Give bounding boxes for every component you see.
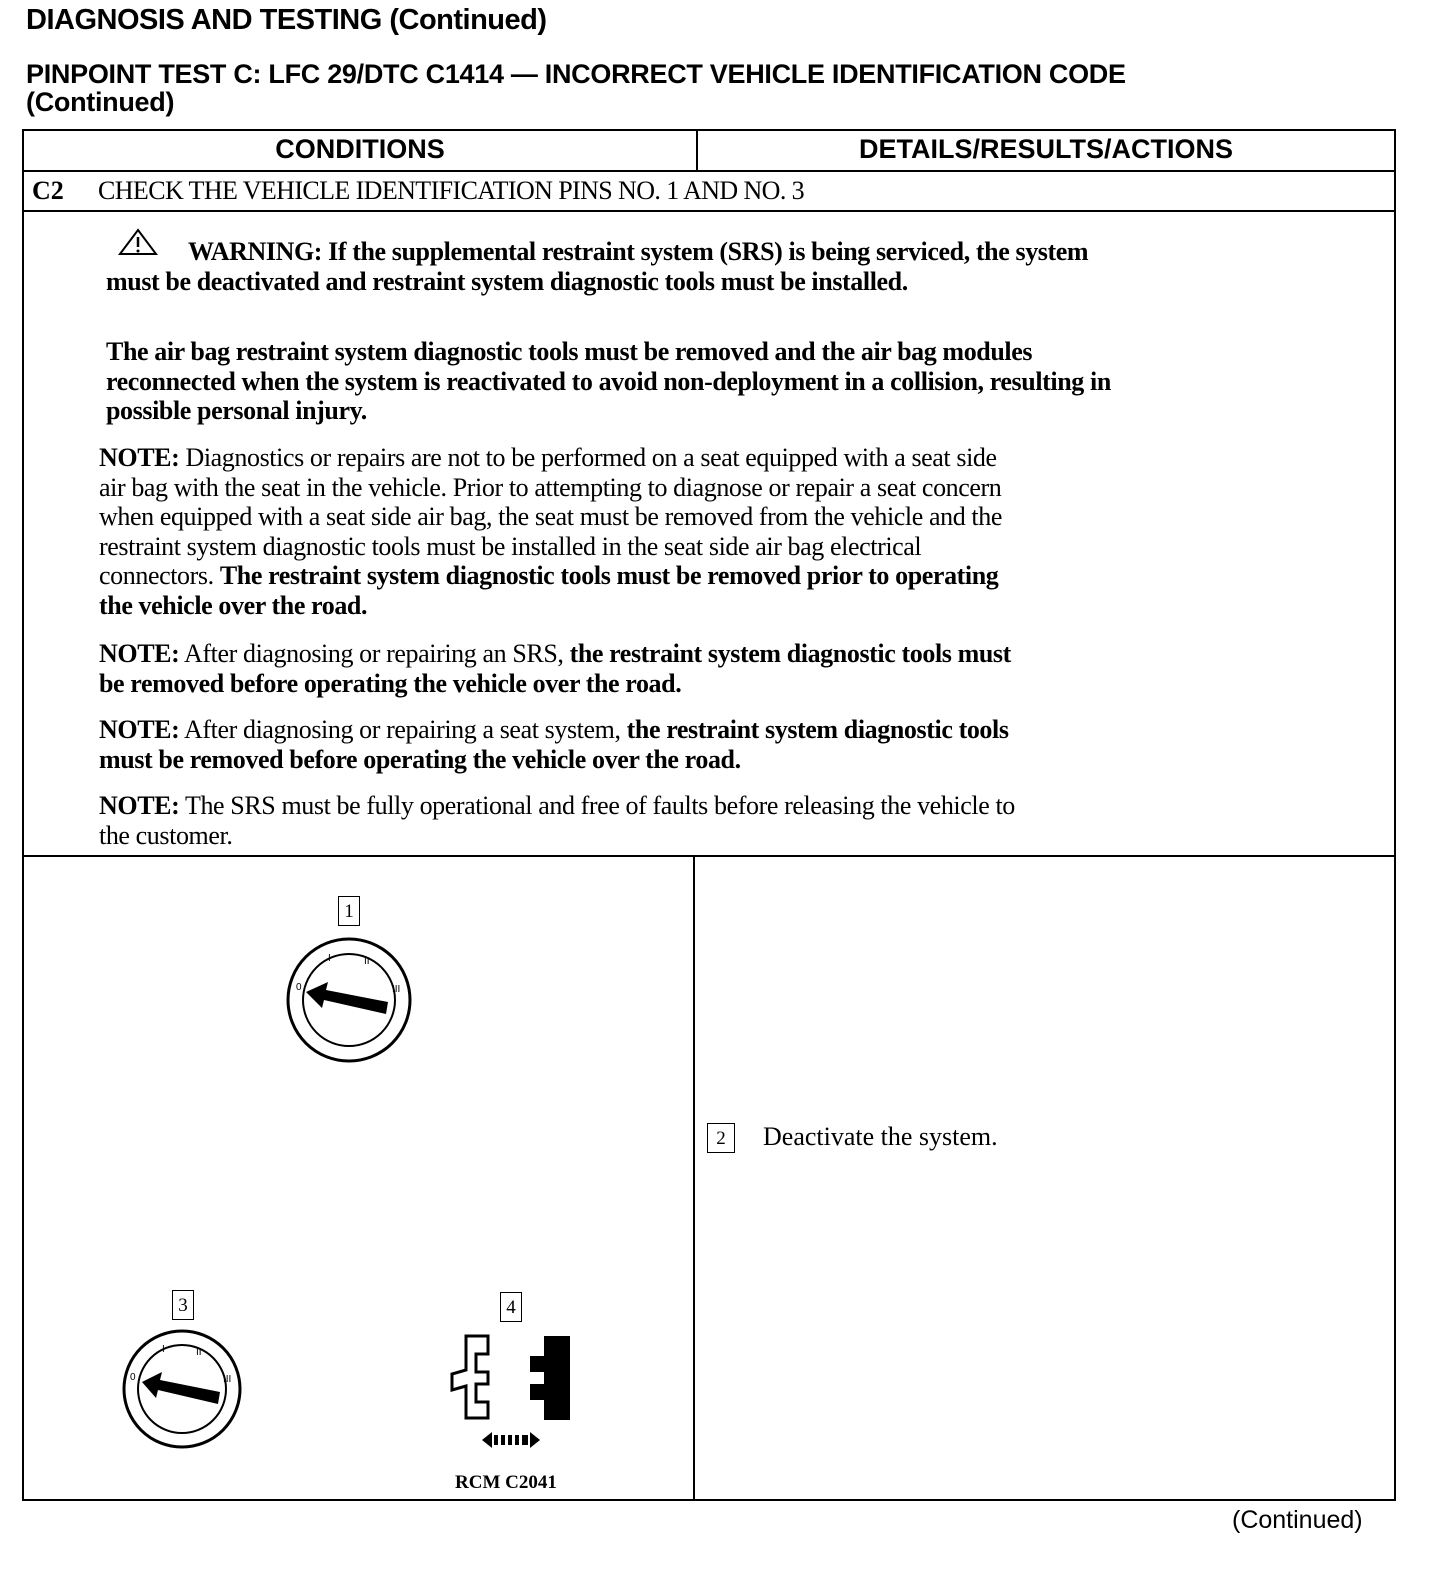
ignition-switch-icon [120,1328,244,1450]
switch-mark: I [162,1344,165,1355]
note-bold-text: must be removed before operating the vehicle over the road. [99,744,741,774]
warning-line: reconnected when the system is reactivated to avoid non-deployment in a collision, resulting in [106,367,1111,396]
step-title: CHECK THE VEHICLE IDENTIFICATION PINS NO. 1 AND NO. 3 [98,176,805,205]
switch-mark: 0 [296,982,302,993]
note-4 [99,791,1015,850]
note-text: air bag with the seat in the vehicle. Prior to attempting to diagnose or repair a seat concern [99,472,1002,502]
callout-3: 3 [172,1290,194,1320]
test-title-continued: (Continued) [26,87,175,117]
action-text: Deactivate the system. [763,1122,998,1151]
switch-mark: II [364,956,370,967]
column-header-conditions: CONDITIONS [275,134,445,164]
note-label: NOTE: [99,715,180,744]
column-divider [693,856,695,1501]
note-text: After diagnosing or repairing an SRS, [179,639,570,668]
note-3 [99,715,1009,774]
test-title: PINPOINT TEST C: LFC 29/DTC C1414 — INCORRECT VEHICLE IDENTIFICATION CODE [26,59,1126,89]
note-bold-text: the restraint system diagnostic tools must [569,639,1011,668]
note-2 [99,639,1011,698]
warning-line: The air bag restraint system diagnostic tools must be removed and the air bag modules [106,337,1033,366]
note-label: NOTE: [99,791,180,820]
warning-triangle-icon [118,228,158,256]
note-text: Diagnostics or repairs are not to be performed on a seat equipped with a seat side [179,443,997,472]
column-header-details: DETAILS/RESULTS/ACTIONS [858,134,1233,164]
note-text: when equipped with a seat side air bag, the seat must be removed from the vehicle and the [99,502,1002,531]
warning-line: WARNING: If the supplemental restraint system (SRS) is being serviced, the system [188,237,1089,266]
switch-mark: I [328,953,331,964]
page-title: DIAGNOSIS AND TESTING (Continued) [26,4,547,36]
note-bold-text: The restraint system diagnostic tools must be removed prior to operating [219,561,999,590]
electrical-connector-icon [446,1334,576,1456]
warning-line: must be deactivated and restraint system diagnostic tools must be installed. [106,267,908,296]
note-bold-text: the vehicle over the road. [99,590,368,620]
switch-mark: III [392,984,401,995]
switch-mark: III [223,1374,232,1385]
step-id: C2 [32,176,64,205]
note-label: NOTE: [99,443,180,472]
ignition-switch-icon [284,936,414,1064]
figure-caption: RCM C2041 [455,1472,557,1493]
note-text: The SRS must be fully operational and free of faults before releasing the vehicle to [179,791,1015,820]
divider [22,210,1396,212]
callout-4: 4 [500,1292,522,1322]
note-text: restraint system diagnostic tools must be installed in the seat side air bag electrical [99,531,922,561]
callout-2: 2 [707,1123,735,1153]
continued-label: (Continued) [1232,1506,1363,1534]
warning-line: possible personal injury. [106,396,367,425]
note-1 [99,443,1002,620]
note-text: the customer. [99,820,233,850]
callout-1: 1 [338,896,360,926]
switch-mark: 0 [130,1372,136,1383]
note-bold-text: the restraint system diagnostic tools [626,715,1009,744]
divider [22,170,1396,172]
divider [22,855,1396,857]
note-label: NOTE: [99,639,180,668]
note-text: connectors. [99,561,220,590]
note-bold-text: be removed before operating the vehicle over the road. [99,668,682,698]
note-text: After diagnosing or repairing a seat system, [179,715,627,744]
switch-mark: II [196,1347,202,1358]
